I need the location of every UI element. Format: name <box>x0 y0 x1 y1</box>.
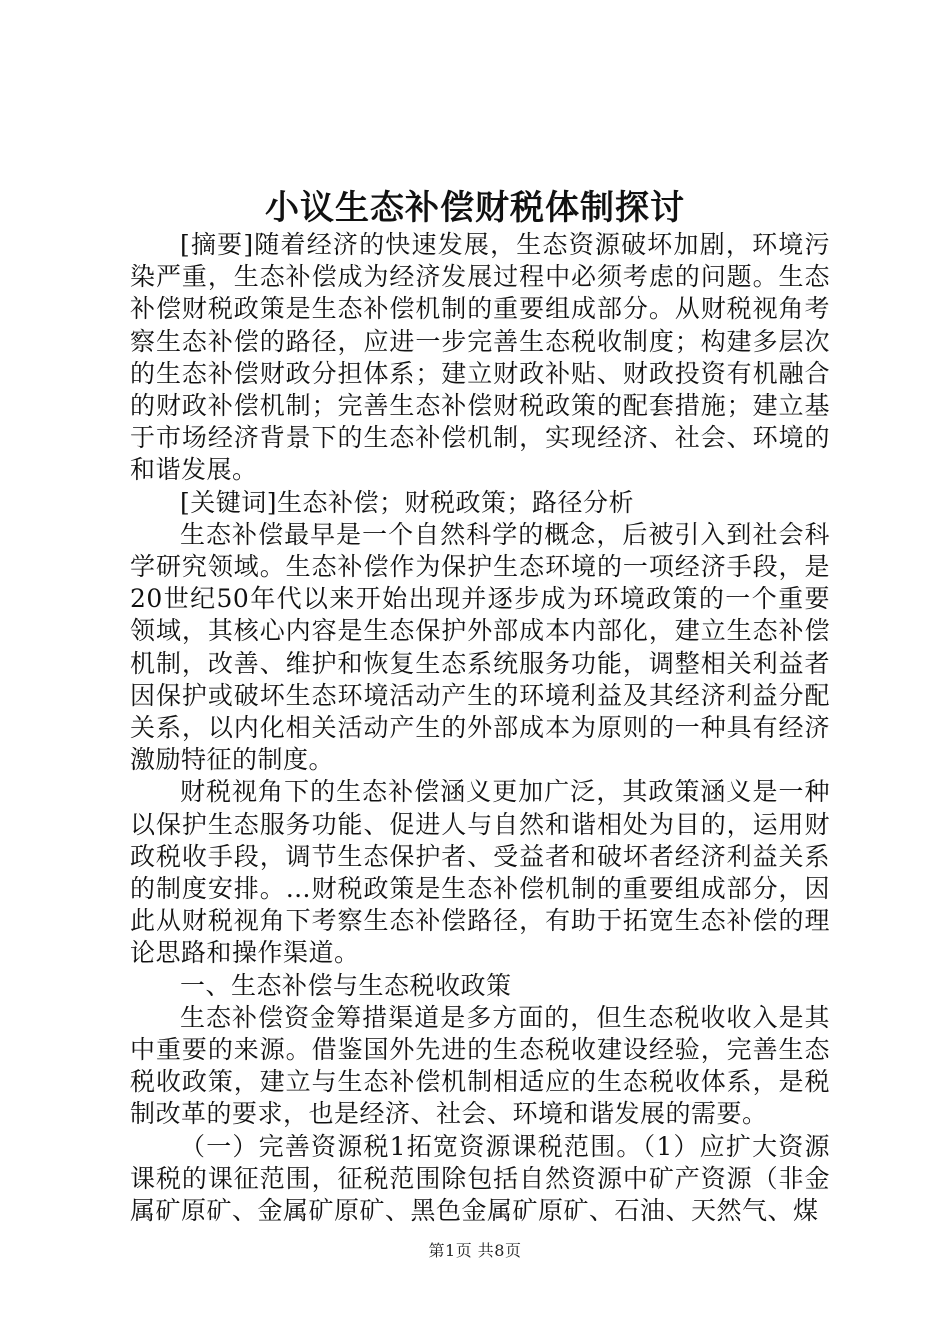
page-footer: 第1页 共8页 <box>428 1241 522 1260</box>
body-paragraph: 生态补偿资金筹措渠道是多方面的，但生态税收收入是其中重要的来源。借鉴国外先进的生态税收建设经验，完善生态税收政策，建立与生态补偿机制相适应的生态税收体系，是税制改革的要求，也是经济、社会、环境和谐发展的需要。 <box>130 1002 830 1129</box>
abstract-paragraph: [摘要]随着经济的快速发展，生态资源破坏加剧，环境污染严重，生态补偿成为经济发展过程中必须考虑的问题。生态补偿财税政策是生态补偿机制的重要组成部分。从财税视角考察生态补偿的路径，应进一步完善生态税收制度；构建多层次的生态补偿财政分担体系；建立财政补贴、财政投资有机融合的财政补偿机制；完善生态补偿财税政策的配套措施；建立基于市场经济背景下的生态补偿机制，实现经济、社会、环境的和谐发展。 <box>130 230 830 485</box>
document-body <box>130 229 830 1227</box>
keywords-paragraph: [关键词]生态补偿；财税政策；路径分析 <box>180 487 635 517</box>
body-paragraph: 生态补偿最早是一个自然科学的概念，后被引入到社会科学研究领域。生态补偿作为保护生态环境的一项经济手段，是20世纪50年代以来开始出现并逐步成为环境政策的一个重要领域，其核心内容是生态保护外部成本内部化，建立生态补偿机制，改善、维护和恢复生态系统服务功能，调整相关利益者因保护或破坏生态环境活动产生的环境利益及其经济利益分配关系，以内化相关活动产生的外部成本为原则的一种具有经济激励特征的制度。 <box>130 519 830 775</box>
document-title: 小议生态补偿财税体制探讨 <box>265 188 685 228</box>
body-paragraph: 财税视角下的生态补偿涵义更加广泛，其政策涵义是一种以保护生态服务功能、促进人与自然和谐相处为目的，运用财政税收手段，调节生态保护者、受益者和破坏者经济利益关系的制度安排。…财税政策是生态补偿机制的重要组成部分，因此从财税视角下考察生态补偿路径，有助于拓宽生态补偿的理论思路和操作渠道。 <box>130 777 830 968</box>
body-paragraph: （一）完善资源税1拓宽资源课税范围。（1）应扩大资源课税的课征范围，征税范围除包括自然资源中矿产资源（非金属矿原矿、金属矿原矿、黑色金属矿原矿、石油、天然气、煤 <box>130 1131 830 1226</box>
section-heading: 一、生态补偿与生态税收政策 <box>180 970 512 1000</box>
